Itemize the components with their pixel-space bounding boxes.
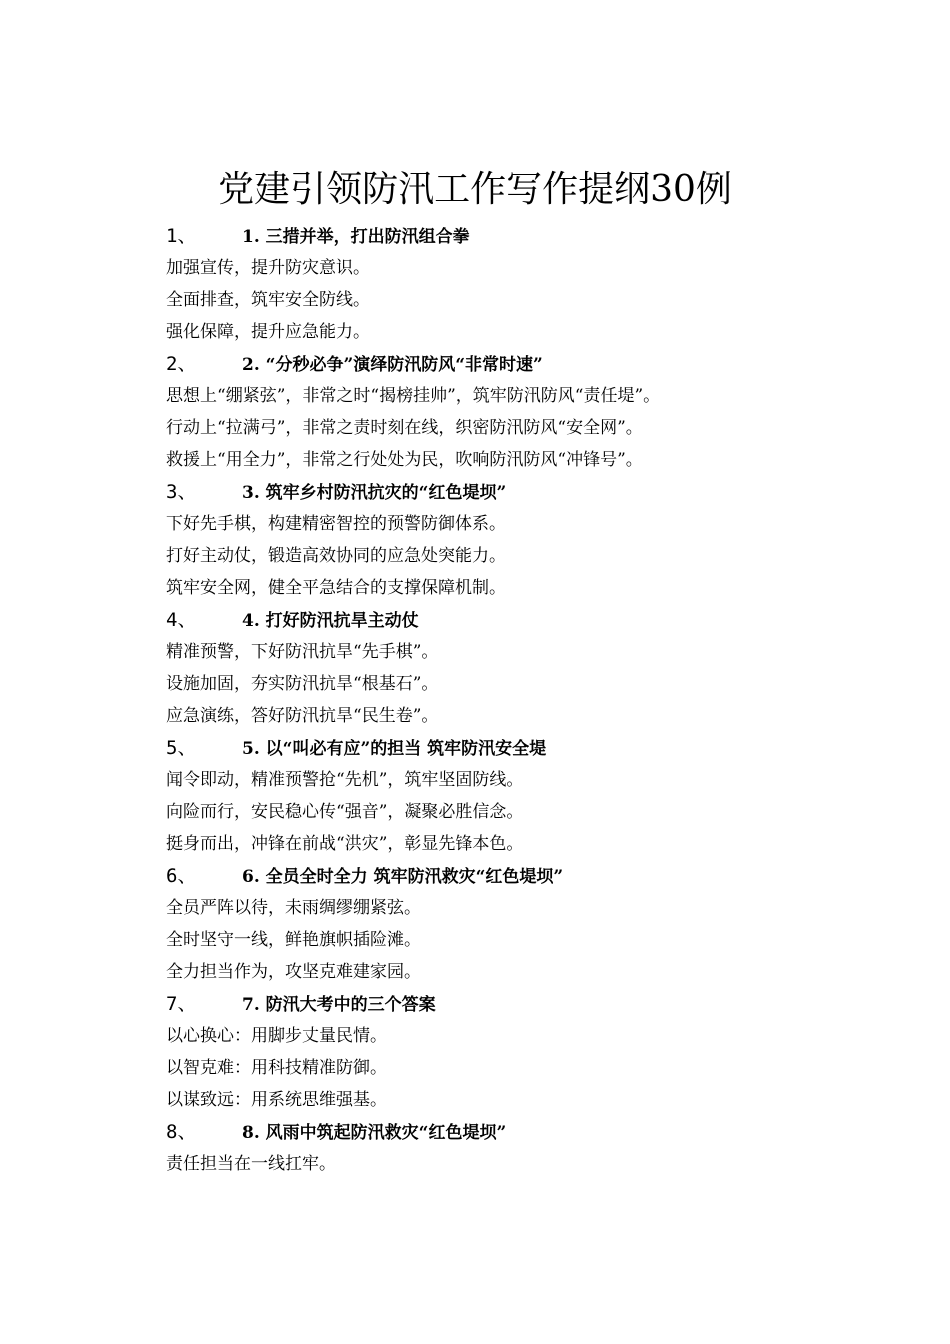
outline-point: 下好先手棋，构建精密智控的预警防御体系。 (166, 514, 506, 534)
section-title: 1. 三措并举，打出防汛组合拳 (242, 227, 470, 247)
section-heading (166, 220, 826, 252)
outline-point: 向险而行，安民稳心传“强音”，凝聚必胜信念。 (166, 802, 524, 822)
outline-point: 全面排查，筑牢安全防线。 (166, 290, 370, 310)
document-title: 党建引领防汛工作写作提纲30例 (218, 169, 732, 210)
section-heading (166, 348, 826, 380)
section-number: 4、 (166, 609, 197, 631)
outline-point: 责任担当在一线扛牢。 (166, 1154, 336, 1174)
outline-point: 精准预警，下好防汛抗旱“先手棋”。 (166, 642, 439, 662)
outline-point: 全员严阵以待，未雨绸缪绷紧弦。 (166, 898, 421, 918)
outline-point: 筑牢安全网，健全平急结合的支撑保障机制。 (166, 578, 506, 598)
section-number: 8、 (166, 1121, 197, 1143)
section-heading (166, 476, 826, 508)
outline-point: 加强宣传，提升防灾意识。 (166, 258, 370, 278)
outline-point: 思想上“绷紧弦”，非常之时“揭榜挂帅”，筑牢防汛防风“责任堤”。 (166, 386, 661, 406)
outline-point: 行动上“拉满弓”，非常之责时刻在线，织密防汛防风“安全网”。 (166, 418, 643, 438)
outline-point: 以谋致远：用系统思维强基。 (166, 1090, 387, 1110)
section-title: 7. 防汛大考中的三个答案 (242, 995, 436, 1015)
section-number: 7、 (166, 993, 197, 1015)
outline-point: 救援上“用全力”，非常之行处处为民，吹响防汛防风“冲锋号”。 (166, 450, 643, 470)
outline-point: 以心换心：用脚步丈量民情。 (166, 1026, 387, 1046)
outline-point: 闻令即动，精准预警抢“先机”，筑牢坚固防线。 (166, 770, 524, 790)
outline-point: 应急演练，答好防汛抗旱“民生卷”。 (166, 706, 439, 726)
section-heading (166, 1116, 826, 1148)
outline-content (166, 220, 826, 1180)
section-title: 8. 风雨中筑起防汛救灾“红色堤坝” (242, 1123, 507, 1143)
section-title: 6. 全员全时全力 筑牢防汛救灾“红色堤坝” (242, 867, 564, 887)
section-heading (166, 988, 826, 1020)
outline-point: 以智克难：用科技精准防御。 (166, 1058, 387, 1078)
section-title: 3. 筑牢乡村防汛抗灾的“红色堤坝” (242, 483, 507, 503)
section-heading (166, 860, 826, 892)
outline-point: 强化保障，提升应急能力。 (166, 322, 370, 342)
section-number: 6、 (166, 865, 197, 887)
section-title: 2. “分秒必争”演绎防汛防风“非常时速” (242, 355, 543, 375)
outline-point: 全力担当作为，攻坚克难建家园。 (166, 962, 421, 982)
section-heading (166, 604, 826, 636)
outline-point: 打好主动仗，锻造高效协同的应急处突能力。 (166, 546, 506, 566)
section-number: 5、 (166, 737, 197, 759)
section-number: 3、 (166, 481, 197, 503)
section-title: 5. 以“叫必有应”的担当 筑牢防汛安全堤 (242, 739, 547, 759)
outline-point: 全时坚守一线，鲜艳旗帜插险滩。 (166, 930, 421, 950)
section-title: 4. 打好防汛抗旱主动仗 (242, 611, 419, 631)
section-heading (166, 732, 826, 764)
section-number: 2、 (166, 353, 197, 375)
outline-point: 设施加固，夯实防汛抗旱“根基石”。 (166, 674, 439, 694)
section-number: 1、 (166, 225, 197, 247)
outline-point: 挺身而出，冲锋在前战“洪灾”，彰显先锋本色。 (166, 834, 524, 854)
